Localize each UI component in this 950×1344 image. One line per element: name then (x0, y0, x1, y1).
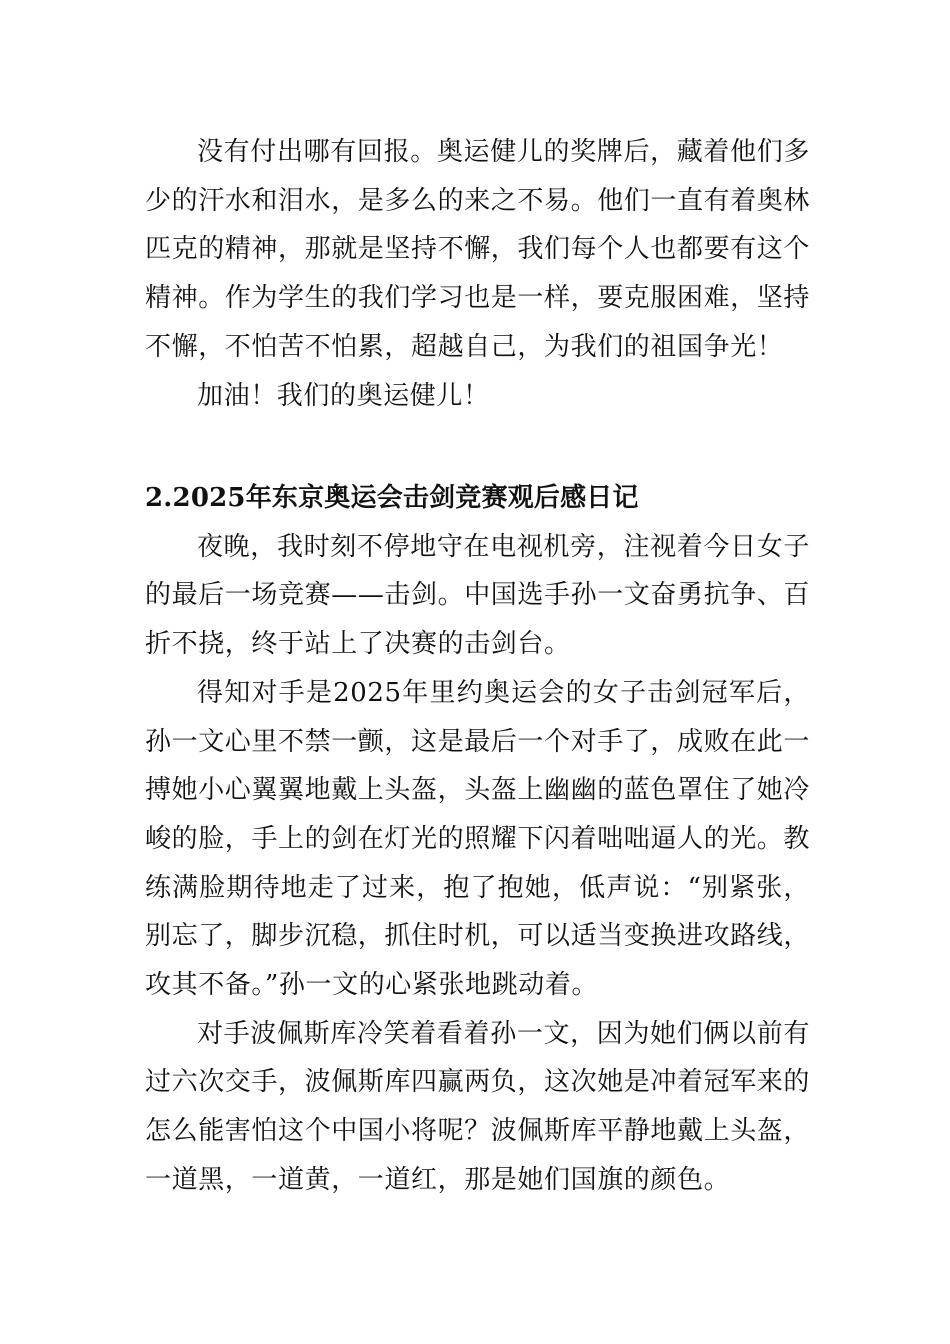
section-1 (145, 128, 810, 420)
paragraph-evening: 夜晚，我时刻不停地守在电视机旁，注视着今日女子的最后一场竞赛——击剑。中国选手孙一文奋勇抗争、百折不挠，终于站上了决赛的击剑台。 (145, 531, 811, 660)
paragraph-cheer: 加油！我们的奥运健儿！ (197, 380, 490, 411)
paragraph-perseverance: 没有付出哪有回报。奥运健儿的奖牌后，藏着他们多少的汗水和泪水，是多么的来之不易。他们一直有着奥林匹克的精神，那就是坚持不懈，我们每个人也都要有这个精神。作为学生的我们学习也是一样，要克服困难，坚持不懈，不怕苦不怕累，超越自己，为我们的祖国争光！ (145, 137, 811, 362)
section-heading: 2.2025年东京奥运会击剑竞赛观后感日记 (145, 483, 639, 513)
section-2 (145, 474, 810, 1205)
paragraph-popescu: 对手波佩斯库冷笑着看着孙一文，因为她们俩以前有过六次交手，波佩斯库四赢两负，这次她是冲着冠军来的怎么能害怕这个中国小将呢？波佩斯库平静地戴上头盔，一道黑，一道黄，一道红，那是她们国旗的颜色。 (145, 1018, 811, 1195)
paragraph-opponent: 得知对手是2025年里约奥运会的女子击剑冠军后，孙一文心里不禁一颤，这是最后一个对手了，成败在此一搏她小心翼翼地戴上头盔，头盔上幽幽的蓝色罩住了她冷峻的脸，手上的剑在灯光的照耀下闪着咄咄逼人的光。教练满脸期待地走了过来，抱了抱她，低声说：“别紧张，别忘了，脚步沉稳，抓住时机，可以适当变换进攻路线，攻其不备。”孙一文的心紧张地跳动着。 (145, 677, 811, 1001)
